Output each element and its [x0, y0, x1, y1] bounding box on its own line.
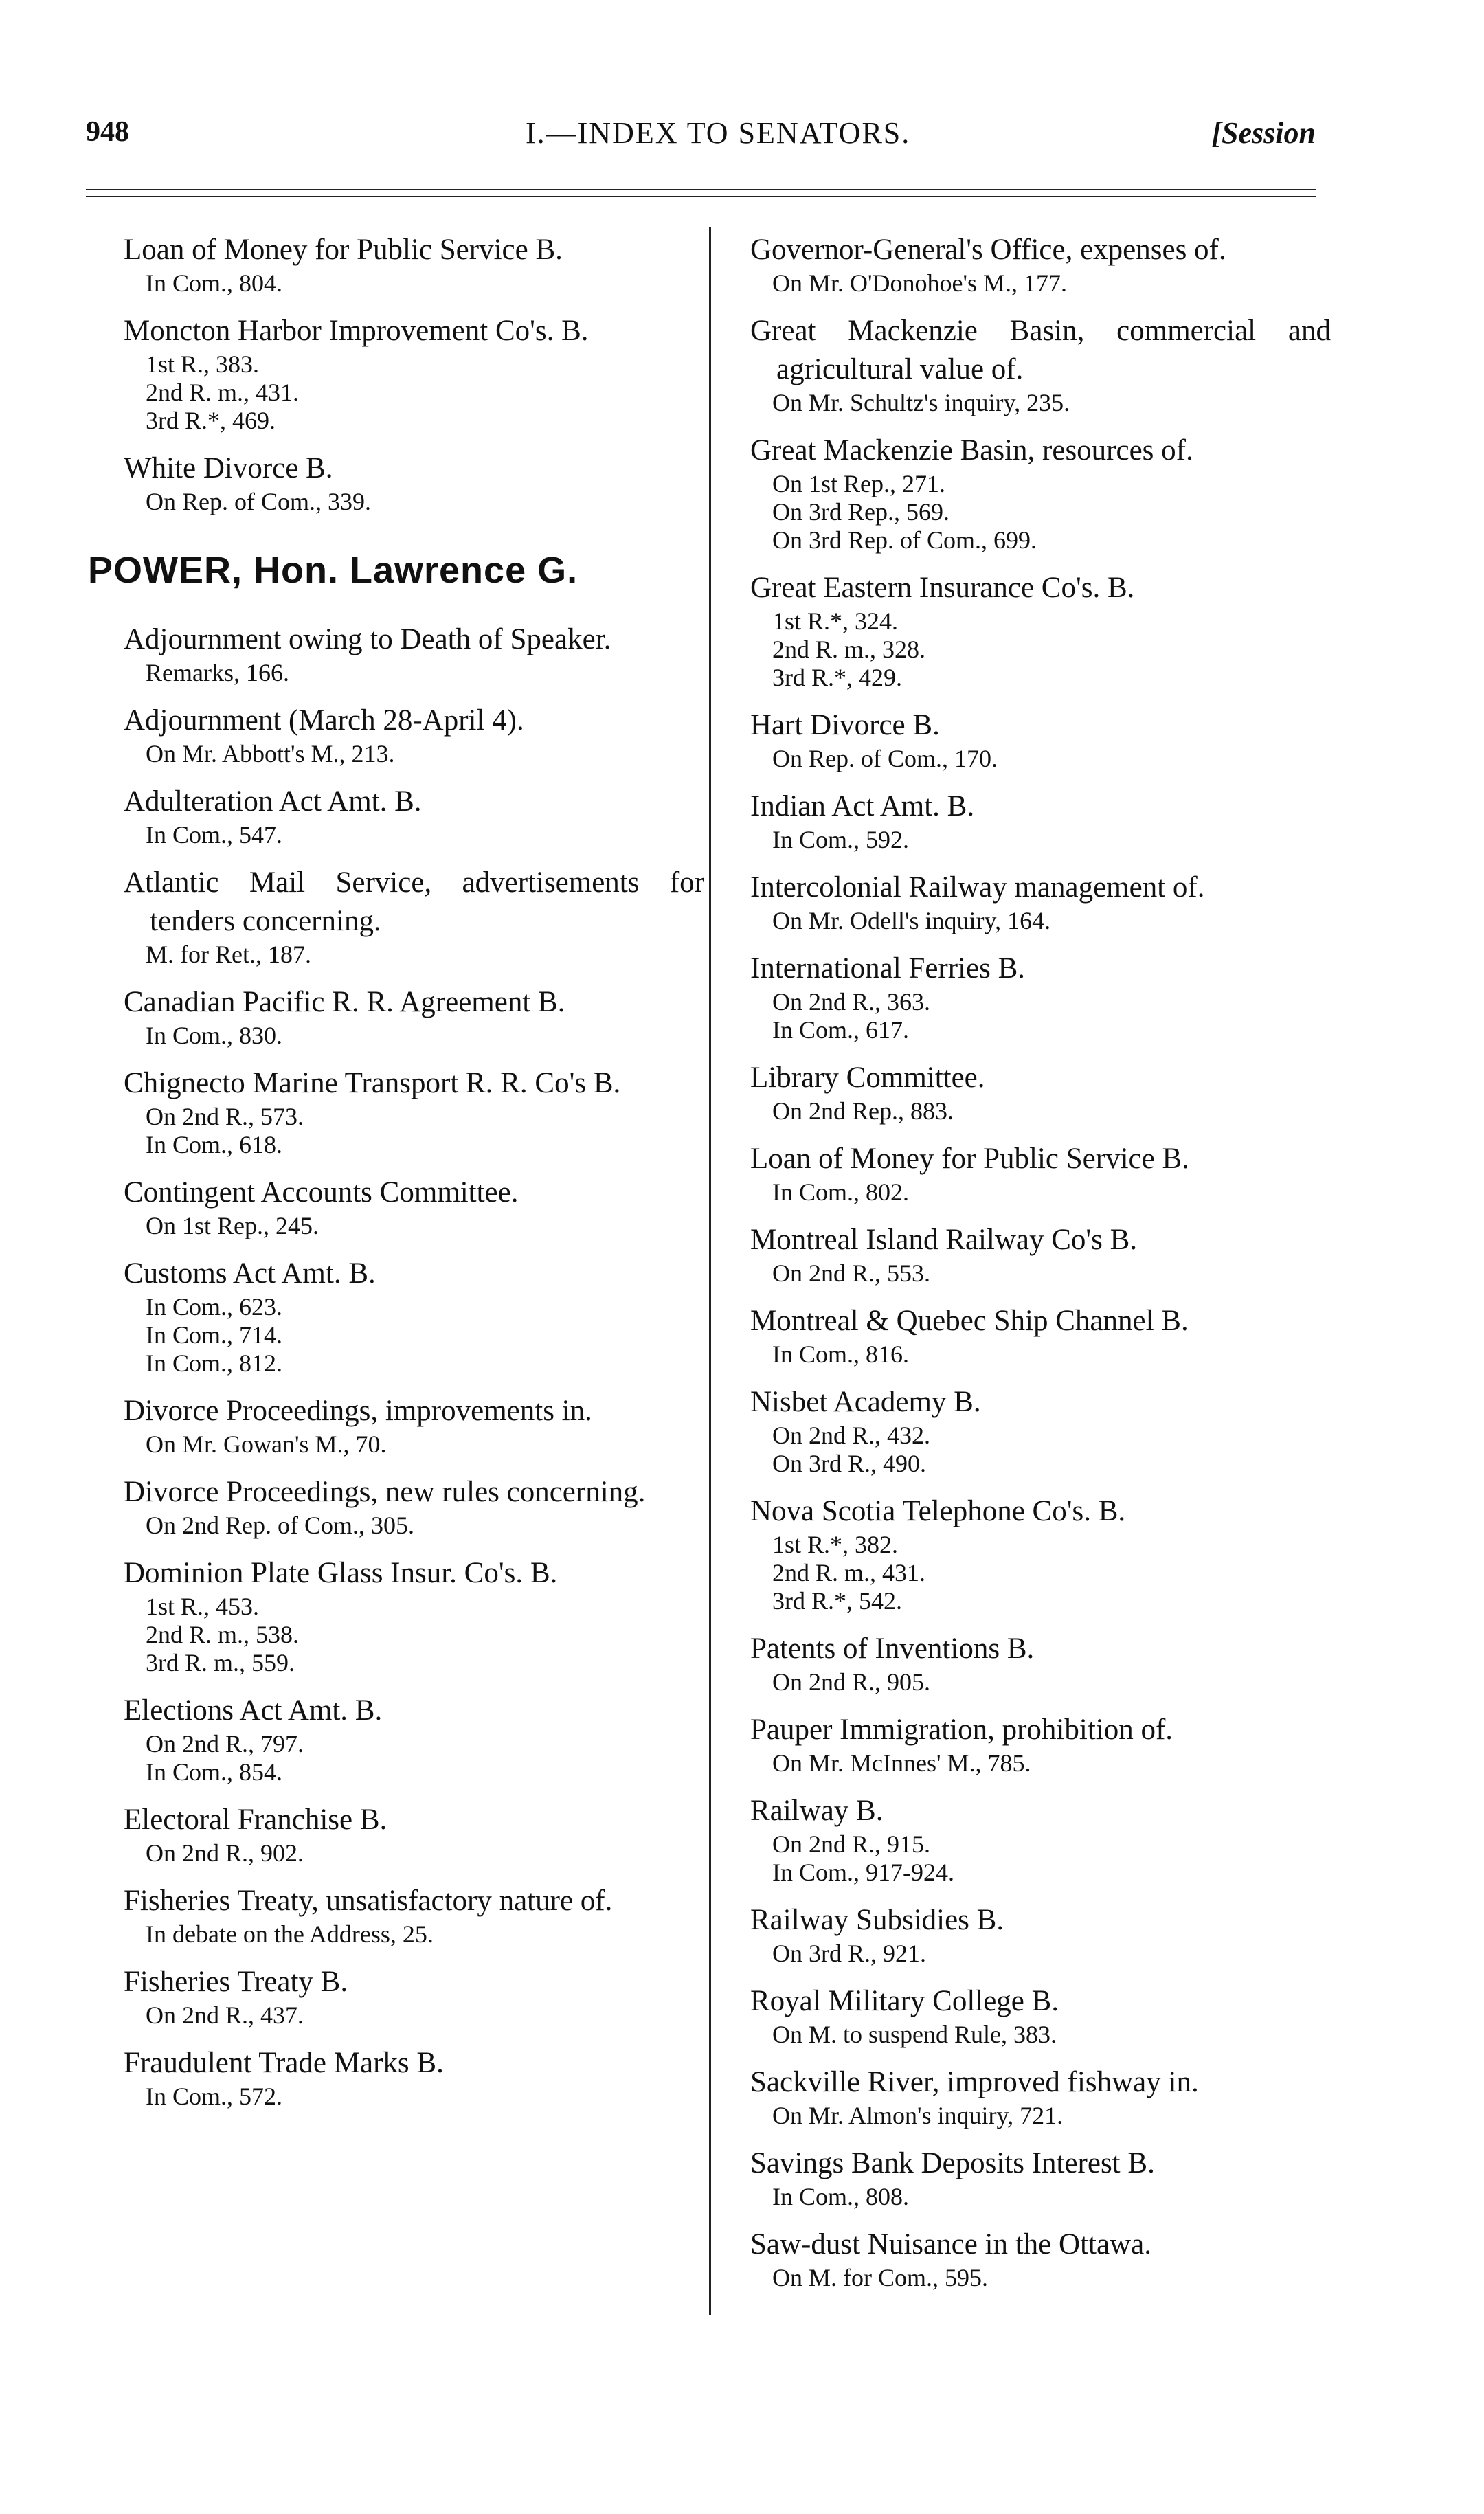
entry-reference: On 3rd Rep., 569. [772, 498, 949, 526]
index-entry [124, 1554, 704, 1677]
entry-reference: On 2nd Rep. of Com., 305. [146, 1512, 414, 1539]
entry-reference: 1st R., 383. [146, 350, 260, 378]
entry-title: Divorce Proceedings, improvements in. [124, 1395, 592, 1427]
index-entry [750, 569, 1331, 692]
entry-reference: In Com., 812. [146, 1349, 283, 1377]
entry-title: Royal Military College B. [750, 1985, 1059, 2017]
entry-title: Nisbet Academy B. [750, 1386, 981, 1418]
entry-title: Savings Bank Deposits Interest B. [750, 2147, 1155, 2179]
entry-reference: 1st R., 453. [146, 1593, 260, 1620]
entry-reference: In Com., 917-924. [772, 1859, 954, 1886]
entry-title: Hart Divorce B. [750, 709, 940, 741]
entry-title: Chignecto Marine Transport R. R. Co's B. [124, 1067, 621, 1099]
entry-reference: On Rep. of Com., 339. [146, 488, 371, 515]
senator-heading: POWER, Hon. Lawrence G. [88, 550, 578, 591]
page-number: 948 [86, 116, 129, 148]
entry-reference: In debate on the Address, 25. [146, 1920, 434, 1948]
entry-title: Loan of Money for Public Service B. [124, 234, 563, 266]
entry-reference: In Com., 572. [146, 2083, 283, 2110]
index-entry [750, 2063, 1331, 2130]
entry-reference: On M. to suspend Rule, 383. [772, 2021, 1057, 2048]
index-entry [750, 231, 1331, 298]
entry-title: Montreal & Quebec Ship Channel B. [750, 1305, 1189, 1337]
entry-reference: In Com., 804. [146, 269, 283, 297]
entry-title: Indian Act Amt. B. [750, 790, 975, 822]
index-entry [124, 312, 704, 435]
entry-reference: On 1st Rep., 271. [772, 470, 945, 497]
entry-reference: 1st R.*, 382. [772, 1531, 899, 1558]
entry-title: Contingent Accounts Committee. [124, 1176, 519, 1209]
index-entry [750, 1302, 1331, 1369]
entry-reference: In Com., 617. [772, 1016, 910, 1044]
entry-reference: On Mr. Odell's inquiry, 164. [772, 907, 1051, 934]
index-entry [124, 702, 704, 768]
entry-title: Dominion Plate Glass Insur. Co's. B. [124, 1557, 558, 1589]
index-entry [124, 1064, 704, 1159]
entry-title: Saw-dust Nuisance in the Ottawa. [750, 2228, 1151, 2260]
entry-reference: 3rd R.*, 542. [772, 1587, 902, 1615]
entry-reference: In Com., 623. [146, 1293, 283, 1321]
header-rule [86, 189, 1316, 190]
entry-reference: On 2nd R., 363. [772, 988, 931, 1015]
index-entry [750, 1140, 1331, 1207]
index-entry [750, 950, 1331, 1044]
entry-title: Loan of Money for Public Service B. [750, 1143, 1189, 1175]
entry-reference: On M. for Com., 595. [772, 2264, 988, 2291]
entry-reference: 1st R.*, 324. [772, 607, 899, 635]
entry-reference: On Mr. McInnes' M., 785. [772, 1749, 1031, 1777]
entry-title: Sackville River, improved fishway in. [750, 2066, 1199, 2098]
entry-title: Fisheries Treaty, unsatisfactory nature of. [124, 1885, 613, 1917]
entry-reference: In Com., 808. [772, 2183, 910, 2210]
index-entry [750, 312, 1331, 417]
entry-title: Divorce Proceedings, new rules concerning. [124, 1476, 646, 1508]
index-entry [750, 1059, 1331, 1125]
index-entry [750, 431, 1331, 554]
left-entries-continued [124, 231, 704, 516]
index-entry [124, 1392, 704, 1459]
entry-reference: In Com., 592. [772, 826, 910, 853]
entry-reference: On 2nd R., 902. [146, 1839, 304, 1867]
entry-reference: On 2nd R., 915. [772, 1830, 931, 1858]
session-label: [Session [1211, 116, 1316, 150]
entry-title: Governor-General's Office, expenses of. [750, 234, 1226, 266]
entry-title: Railway B. [750, 1795, 884, 1827]
entry-reference: On 2nd Rep., 883. [772, 1097, 954, 1125]
entry-title: Nova Scotia Telephone Co's. B. [750, 1495, 1126, 1527]
left-entries [124, 620, 704, 2111]
index-entry [750, 1792, 1331, 1887]
right-entries [750, 231, 1331, 2292]
entry-reference: On 2nd R., 797. [146, 1730, 304, 1758]
entry-reference: In Com., 854. [146, 1758, 283, 1786]
entry-reference: M. for Ret., 187. [146, 941, 311, 968]
index-entry [124, 983, 704, 1050]
entry-reference: In Com., 802. [772, 1178, 910, 1206]
entry-title: Great Eastern Insurance Co's. B. [750, 572, 1135, 604]
entry-reference: On 2nd R., 905. [772, 1668, 931, 1696]
index-entry [124, 783, 704, 849]
index-entry [750, 1982, 1331, 2049]
entry-title: Railway Subsidies B. [750, 1904, 1004, 1936]
index-entry [124, 1255, 704, 1378]
index-entry [124, 864, 704, 969]
entry-reference: On 3rd Rep. of Com., 699. [772, 526, 1037, 554]
entry-title: Patents of Inventions B. [750, 1632, 1035, 1665]
index-entry [124, 1473, 704, 1540]
index-entry [124, 1174, 704, 1240]
entry-reference: In Com., 618. [146, 1131, 283, 1158]
index-entry [124, 1963, 704, 2030]
entry-reference: On Mr. Schultz's inquiry, 235. [772, 389, 1070, 416]
entry-reference: On 2nd R., 437. [146, 2001, 304, 2029]
entry-reference: On 2nd R., 432. [772, 1422, 931, 1449]
entry-reference: On 1st Rep., 245. [146, 1212, 319, 1239]
index-entry [750, 868, 1331, 935]
index-entry [124, 449, 704, 516]
entry-title: Intercolonial Railway management of. [750, 871, 1205, 904]
entry-title: Fisheries Treaty B. [124, 1966, 348, 1998]
entry-reference: On Mr. Abbott's M., 213. [146, 740, 395, 767]
index-entry [124, 2044, 704, 2111]
entry-reference: 2nd R. m., 431. [146, 379, 300, 406]
entry-reference: 3rd R. m., 559. [146, 1649, 295, 1676]
entry-title: Adulteration Act Amt. B. [124, 785, 422, 818]
entry-reference: 3rd R.*, 429. [772, 664, 902, 691]
page-header [86, 109, 1316, 157]
entry-title: Electoral Franchise B. [124, 1804, 387, 1836]
entry-title: Great Mackenzie Basin, commercial and agricultural value of. [750, 315, 1331, 385]
entry-title: Adjournment (March 28-April 4). [124, 704, 524, 737]
entry-title: Customs Act Amt. B. [124, 1257, 376, 1290]
entry-title: Library Committee. [750, 1062, 985, 1094]
index-entry [750, 787, 1331, 854]
entry-title: Fraudulent Trade Marks B. [124, 2047, 444, 2079]
index-entry [750, 1711, 1331, 1777]
entry-reference: In Com., 714. [146, 1321, 283, 1349]
entry-title: Elections Act Amt. B. [124, 1694, 383, 1727]
index-entry [750, 1901, 1331, 1968]
index-entry [124, 620, 704, 687]
entry-reference: In Com., 816. [772, 1340, 910, 1368]
index-entry [124, 231, 704, 298]
entry-reference: On Mr. Gowan's M., 70. [146, 1430, 387, 1458]
index-entry [124, 1882, 704, 1949]
index-entry [750, 1492, 1331, 1615]
right-column [750, 231, 1331, 2307]
entry-title: Montreal Island Railway Co's B. [750, 1224, 1138, 1256]
entry-reference: 2nd R. m., 328. [772, 636, 926, 663]
page-title: I.—INDEX TO SENATORS. [526, 116, 911, 150]
entry-reference: 3rd R.*, 469. [146, 407, 276, 434]
entry-reference: In Com., 830. [146, 1022, 283, 1049]
entry-title: Pauper Immigration, prohibition of. [750, 1714, 1173, 1746]
entry-title: Atlantic Mail Service, advertisements for tenders concerning. [124, 866, 704, 937]
entry-title: Adjournment owing to Death of Speaker. [124, 623, 611, 655]
entry-title: Great Mackenzie Basin, resources of. [750, 434, 1193, 467]
index-entry [750, 706, 1331, 773]
entry-reference: 2nd R. m., 538. [146, 1621, 300, 1648]
entry-reference: On Rep. of Com., 170. [772, 745, 998, 772]
entry-reference: On Mr. O'Donohoe's M., 177. [772, 269, 1067, 297]
entry-reference: On 3rd R., 921. [772, 1940, 926, 1967]
index-entry [750, 1630, 1331, 1696]
header-rule [86, 196, 1316, 197]
entry-reference: In Com., 547. [146, 821, 283, 849]
entry-reference: On 2nd R., 573. [146, 1103, 304, 1130]
left-column [88, 231, 704, 2125]
entry-title: Moncton Harbor Improvement Co's. B. [124, 315, 589, 347]
index-entry [124, 1801, 704, 1867]
index-entry [750, 2225, 1331, 2292]
entry-reference: On 3rd R., 490. [772, 1450, 926, 1477]
entry-title: Canadian Pacific R. R. Agreement B. [124, 986, 565, 1018]
entry-reference: Remarks, 166. [146, 659, 289, 686]
index-entry [750, 2144, 1331, 2211]
entry-title: White Divorce B. [124, 452, 333, 484]
entry-title: International Ferries B. [750, 952, 1026, 985]
entry-reference: 2nd R. m., 431. [772, 1559, 926, 1586]
index-entry [750, 1383, 1331, 1478]
column-divider [709, 227, 711, 2315]
entry-reference: On Mr. Almon's inquiry, 721. [772, 2102, 1064, 2129]
index-entry [124, 1692, 704, 1786]
index-entry [750, 1221, 1331, 1288]
entry-reference: On 2nd R., 553. [772, 1259, 931, 1287]
